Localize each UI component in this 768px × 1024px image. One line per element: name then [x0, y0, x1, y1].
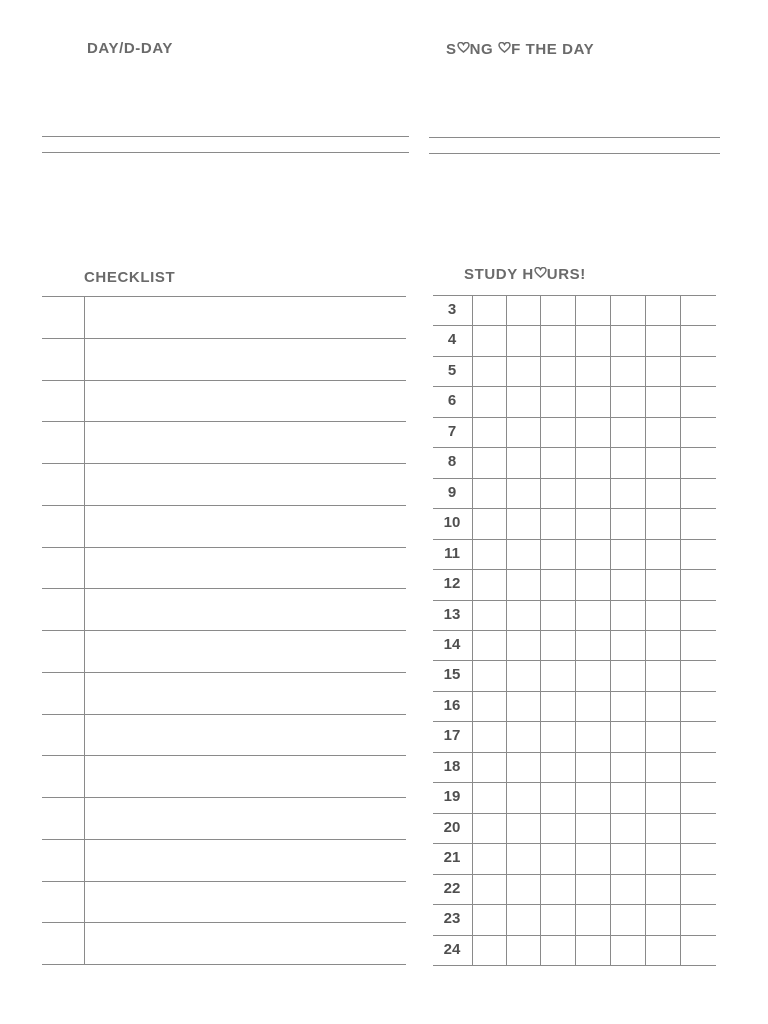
study-hour-cell[interactable] [610, 417, 645, 447]
study-hour-cell[interactable] [472, 539, 506, 569]
study-hour-cell[interactable] [506, 417, 540, 447]
study-hour-cell[interactable] [680, 874, 716, 904]
study-hour-cell[interactable] [645, 935, 680, 965]
study-hour-cell[interactable] [680, 813, 716, 843]
study-hour-cell[interactable] [680, 478, 716, 508]
study-hour-cell[interactable] [645, 539, 680, 569]
study-hour-cell[interactable] [506, 935, 540, 965]
study-hour-cell[interactable] [575, 843, 610, 873]
study-hour-cell[interactable] [575, 539, 610, 569]
study-hour-cell[interactable] [645, 417, 680, 447]
checklist-row[interactable] [42, 755, 406, 797]
study-hour-cell[interactable] [680, 843, 716, 873]
study-hour-cell[interactable] [540, 478, 575, 508]
checklist-row[interactable] [42, 421, 406, 463]
song-line-1[interactable] [429, 137, 720, 138]
study-hour-cell[interactable] [472, 325, 506, 355]
study-hour-cell[interactable] [645, 752, 680, 782]
study-hour-cell[interactable] [506, 782, 540, 812]
study-hour-cell[interactable] [575, 904, 610, 934]
study-hour-cell[interactable] [680, 508, 716, 538]
study-hour-cell[interactable] [645, 843, 680, 873]
study-hour-cell[interactable] [575, 630, 610, 660]
checklist-row[interactable] [42, 839, 406, 881]
study-hour-cell[interactable] [680, 386, 716, 416]
study-hour-cell[interactable] [472, 630, 506, 660]
study-hour-cell[interactable] [575, 356, 610, 386]
study-hour-cell[interactable] [540, 874, 575, 904]
study-hour-cell[interactable] [472, 782, 506, 812]
hour-label: 24 [443, 941, 461, 958]
study-hour-cell[interactable] [680, 752, 716, 782]
hour-label: 5 [447, 362, 457, 379]
study-hour-cell[interactable] [645, 508, 680, 538]
study-hour-cell[interactable] [610, 447, 645, 477]
study-hour-cell[interactable] [540, 417, 575, 447]
study-hour-cell[interactable] [645, 325, 680, 355]
study-hour-cell[interactable] [680, 660, 716, 690]
study-hour-cell[interactable] [506, 295, 540, 325]
study-hour-cell[interactable] [610, 478, 645, 508]
study-hour-cell[interactable] [680, 539, 716, 569]
hour-label: 4 [447, 331, 457, 348]
study-hour-cell[interactable] [575, 325, 610, 355]
study-hour-cell[interactable] [540, 660, 575, 690]
study-hour-cell[interactable] [540, 630, 575, 660]
hour-label: 15 [443, 666, 461, 683]
study-hour-cell[interactable] [645, 904, 680, 934]
study-hour-cell[interactable] [540, 356, 575, 386]
study-hour-cell[interactable] [680, 325, 716, 355]
study-hour-cell[interactable] [610, 600, 645, 630]
study-hour-cell[interactable] [645, 569, 680, 599]
study-hour-cell[interactable] [645, 660, 680, 690]
hour-label: 12 [443, 575, 461, 592]
study-hour-cell[interactable] [680, 782, 716, 812]
study-hour-cell[interactable] [540, 539, 575, 569]
study-title-part-2: URS! [546, 266, 586, 283]
study-hour-cell[interactable] [506, 600, 540, 630]
checklist-row[interactable] [42, 380, 406, 422]
study-hour-cell[interactable] [575, 417, 610, 447]
checklist-row[interactable] [42, 463, 406, 505]
study-hour-cell[interactable] [610, 295, 645, 325]
study-hour-cell[interactable] [540, 600, 575, 630]
study-hour-cell[interactable] [506, 691, 540, 721]
study-hour-cell[interactable] [610, 539, 645, 569]
song-of-the-day-label [446, 41, 594, 58]
study-hour-cell[interactable] [575, 935, 610, 965]
study-hour-cell[interactable] [575, 386, 610, 416]
study-hour-cell[interactable] [610, 813, 645, 843]
study-hour-cell[interactable] [540, 843, 575, 873]
hour-label: 7 [447, 423, 457, 440]
study-hour-cell[interactable] [680, 691, 716, 721]
study-hour-cell[interactable] [506, 721, 540, 751]
study-hour-cell[interactable] [472, 752, 506, 782]
study-hour-cell[interactable] [506, 447, 540, 477]
study-hour-cell[interactable] [540, 691, 575, 721]
checklist-row[interactable] [42, 338, 406, 380]
study-hour-cell[interactable] [472, 478, 506, 508]
study-hour-cell[interactable] [645, 478, 680, 508]
heart-icon [534, 265, 547, 282]
study-hour-cell[interactable] [680, 935, 716, 965]
study-hour-cell[interactable] [610, 843, 645, 873]
study-hour-cell[interactable] [645, 691, 680, 721]
study-hours-title [464, 266, 586, 283]
song-label-part-2: NG [469, 41, 499, 58]
study-hour-cell[interactable] [472, 691, 506, 721]
checklist-checkbox-divider [84, 296, 85, 964]
study-hour-cell[interactable] [506, 539, 540, 569]
study-hour-cell[interactable] [472, 569, 506, 599]
hour-label: 6 [447, 392, 457, 409]
study-hour-cell[interactable] [645, 813, 680, 843]
study-hour-cell[interactable] [680, 295, 716, 325]
hour-label: 19 [443, 788, 461, 805]
checklist-row[interactable] [42, 672, 406, 714]
study-hour-cell[interactable] [540, 904, 575, 934]
hour-label: 17 [443, 727, 461, 744]
study-hour-cell[interactable] [680, 904, 716, 934]
checklist-title: CHECKLIST [84, 269, 176, 286]
study-hour-cell[interactable] [610, 874, 645, 904]
study-hour-cell[interactable] [506, 356, 540, 386]
study-hour-cell[interactable] [472, 447, 506, 477]
study-hour-cell[interactable] [680, 630, 716, 660]
study-hour-cell[interactable] [610, 325, 645, 355]
checklist-row[interactable] [42, 588, 406, 630]
study-hour-cell[interactable] [506, 630, 540, 660]
study-hour-cell[interactable] [680, 569, 716, 599]
study-hour-cell[interactable] [472, 417, 506, 447]
checklist-row[interactable] [42, 922, 406, 964]
hour-label: 10 [443, 514, 461, 531]
study-hour-cell[interactable] [575, 660, 610, 690]
study-hour-cell[interactable] [540, 447, 575, 477]
study-hour-cell[interactable] [472, 660, 506, 690]
study-hour-cell[interactable] [540, 295, 575, 325]
checklist-row[interactable] [42, 881, 406, 923]
study-hour-cell[interactable] [610, 752, 645, 782]
study-hour-cell[interactable] [680, 721, 716, 751]
study-hour-cell[interactable] [540, 325, 575, 355]
study-hour-cell[interactable] [506, 325, 540, 355]
study-hour-cell[interactable] [680, 356, 716, 386]
study-hour-cell[interactable] [506, 904, 540, 934]
checklist-row-line [42, 964, 406, 965]
study-hour-cell[interactable] [472, 721, 506, 751]
hour-label: 16 [443, 697, 461, 714]
study-hour-cell[interactable] [575, 813, 610, 843]
hour-label: 22 [443, 880, 461, 897]
study-hour-cell[interactable] [506, 478, 540, 508]
study-hour-cell[interactable] [575, 600, 610, 630]
hour-label: 14 [443, 636, 461, 653]
study-hour-cell[interactable] [540, 752, 575, 782]
study-hour-cell[interactable] [472, 935, 506, 965]
study-hour-cell[interactable] [540, 386, 575, 416]
study-hour-cell[interactable] [645, 356, 680, 386]
study-hour-cell[interactable] [472, 508, 506, 538]
day-line-1[interactable] [42, 136, 409, 137]
checklist-row[interactable] [42, 797, 406, 839]
hour-label: 3 [447, 301, 457, 318]
checklist-row[interactable] [42, 630, 406, 672]
study-hour-cell[interactable] [540, 813, 575, 843]
study-hour-cell[interactable] [506, 386, 540, 416]
study-hour-cell[interactable] [680, 600, 716, 630]
study-grid-row-line [433, 965, 716, 966]
study-hour-cell[interactable] [472, 295, 506, 325]
study-hour-cell[interactable] [472, 600, 506, 630]
study-hour-cell[interactable] [680, 417, 716, 447]
hour-label: 13 [443, 606, 461, 623]
study-hour-cell[interactable] [540, 782, 575, 812]
study-hour-cell[interactable] [540, 508, 575, 538]
study-hour-cell[interactable] [472, 843, 506, 873]
day-line-2[interactable] [42, 152, 409, 153]
study-hour-cell[interactable] [680, 447, 716, 477]
study-hour-cell[interactable] [506, 874, 540, 904]
study-hour-cell[interactable] [472, 813, 506, 843]
study-hour-cell[interactable] [645, 447, 680, 477]
study-hour-cell[interactable] [575, 782, 610, 812]
hour-label: 20 [443, 819, 461, 836]
study-hour-cell[interactable] [645, 630, 680, 660]
study-hour-cell[interactable] [610, 721, 645, 751]
study-title-part-1: STUDY H [464, 266, 534, 283]
study-hour-cell[interactable] [645, 782, 680, 812]
study-hour-cell[interactable] [610, 904, 645, 934]
song-label-part-3: F THE DAY [511, 41, 595, 58]
study-hour-cell[interactable] [575, 874, 610, 904]
study-hour-cell[interactable] [645, 295, 680, 325]
study-hour-cell[interactable] [506, 752, 540, 782]
study-hour-cell[interactable] [645, 600, 680, 630]
study-hour-cell[interactable] [645, 386, 680, 416]
checklist-row[interactable] [42, 547, 406, 589]
checklist-row[interactable] [42, 714, 406, 756]
study-hour-cell[interactable] [610, 691, 645, 721]
day-d-day-label: DAY/D-DAY [87, 40, 173, 57]
hour-label: 8 [447, 453, 457, 470]
study-hour-cell[interactable] [575, 447, 610, 477]
study-hour-cell[interactable] [575, 691, 610, 721]
study-hour-cell[interactable] [575, 295, 610, 325]
hour-label: 21 [443, 849, 461, 866]
study-hour-cell[interactable] [472, 356, 506, 386]
song-label-part-1: S [446, 41, 457, 58]
study-hour-cell[interactable] [610, 356, 645, 386]
study-hour-cell[interactable] [610, 660, 645, 690]
study-hour-cell[interactable] [575, 478, 610, 508]
song-line-2[interactable] [429, 153, 720, 154]
checklist-row[interactable] [42, 505, 406, 547]
study-hour-cell[interactable] [575, 721, 610, 751]
study-hour-cell[interactable] [506, 843, 540, 873]
checklist-row[interactable] [42, 296, 406, 338]
study-hour-cell[interactable] [540, 935, 575, 965]
study-hour-cell[interactable] [645, 874, 680, 904]
study-hour-cell[interactable] [472, 874, 506, 904]
study-hour-cell[interactable] [610, 508, 645, 538]
heart-icon [498, 40, 511, 57]
study-hour-cell[interactable] [610, 386, 645, 416]
study-hour-cell[interactable] [540, 569, 575, 599]
study-hour-cell[interactable] [645, 721, 680, 751]
study-hour-cell[interactable] [575, 508, 610, 538]
heart-icon [457, 40, 470, 57]
study-hour-cell[interactable] [472, 904, 506, 934]
study-hour-cell[interactable] [610, 569, 645, 599]
hour-label: 23 [443, 910, 461, 927]
study-hour-cell[interactable] [610, 630, 645, 660]
study-hour-cell[interactable] [506, 813, 540, 843]
hour-label: 11 [444, 545, 460, 562]
study-hour-cell[interactable] [506, 508, 540, 538]
study-hour-cell[interactable] [610, 782, 645, 812]
study-hour-cell[interactable] [472, 386, 506, 416]
study-hour-cell[interactable] [506, 569, 540, 599]
hour-label: 18 [443, 758, 461, 775]
study-hour-cell[interactable] [575, 569, 610, 599]
study-hour-cell[interactable] [610, 935, 645, 965]
study-hour-cell[interactable] [506, 660, 540, 690]
study-hour-cell[interactable] [575, 752, 610, 782]
study-hour-cell[interactable] [540, 721, 575, 751]
hour-label: 9 [447, 484, 457, 501]
